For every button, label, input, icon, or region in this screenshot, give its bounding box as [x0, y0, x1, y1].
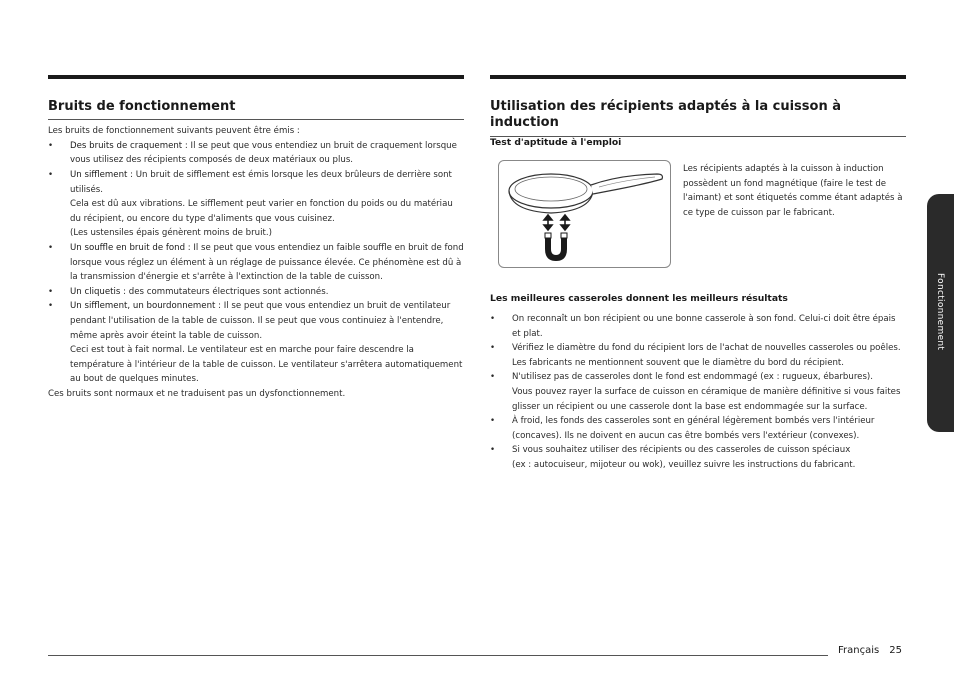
- list-item: [490, 312, 906, 341]
- page-number: 25: [889, 645, 902, 656]
- item-text: Vérifiez le diamètre du fond du récipient lors de l'achat de nouvelles casseroles ou poêles. Les fabricants ne mentionnent souvent que le diamètre du bord du récipient.: [512, 343, 901, 368]
- item-extra: Cela est dû aux vibrations. Le sifflement peut varier en fonction du poids ou du matériau du récipient, ou encore du type d'aliments que vous cuisinez.: [70, 199, 453, 224]
- item-term: Un cliquetis: [70, 286, 121, 297]
- subheading-best-pans: Les meilleures casseroles donnent les meilleurs résultats: [490, 293, 788, 304]
- list-item: [490, 341, 906, 370]
- list-item: [48, 299, 464, 387]
- item-text: : Il se peut que vous entendiez un faible souffle en bruit de fond lorsque vous réglez un élément à un réglage de puissance élevée. Ce phénomène est dû à la transmission d'énergie et s'arrête à l'extinction de la table de cuisson.: [70, 243, 464, 283]
- left-section: [48, 99, 464, 402]
- pan-tips-list: [490, 312, 906, 473]
- footer: [838, 645, 902, 656]
- footer-language: Français: [838, 645, 880, 656]
- chapter-tab-label: Fonctionnement: [935, 273, 945, 351]
- item-text: On reconnaît un bon récipient ou une bonne casserole à son fond. Celui-ci doit être épais et plat.: [512, 314, 896, 339]
- pan-magnet-icon: [499, 161, 670, 267]
- list-item: [490, 443, 906, 472]
- left-outro: Ces bruits sont normaux et ne traduisent pas un dysfonctionnement.: [48, 388, 346, 399]
- item-term: Un souffle en bruit de fond: [70, 243, 186, 253]
- item-term: Des bruits de craquement: [70, 140, 183, 151]
- footer-rule: [48, 655, 828, 656]
- item-extra: Vous pouvez rayer la surface de cuisson en céramique de manière définitive si vous faites glisser un récipient ou une casserole dont la base est endommagée sur la surface.: [512, 386, 901, 412]
- left-top-rule: [48, 75, 464, 79]
- item-text: À froid, les fonds des casseroles sont en général légèrement bombés vers l'intérieur (concaves). Ils ne doivent en aucun cas être bombés vers l'extérieur (convexes).: [512, 416, 875, 441]
- list-item: [490, 370, 906, 414]
- item-text: : Il se peut que vous entendiez un bruit de craquement lorsque vous utilisez des récipients composés de deux matériaux ou plus.: [70, 140, 457, 166]
- item-text: : Il se peut que vous entendiez un bruit de ventilateur pendant l'utilisation de la table de cuisson. Il se peut que vous continuiez à l'entendre, même après avoir éteint la table de cuisson.: [70, 301, 451, 341]
- pan-magnet-figure: [498, 160, 671, 268]
- item-extra: (Les ustensiles épais génèrent moins de bruit.): [70, 228, 272, 239]
- list-item: [48, 139, 464, 168]
- chapter-tab[interactable]: [927, 194, 954, 432]
- item-term: Un sifflement, un bourdonnement: [70, 301, 216, 312]
- noise-list: [48, 139, 464, 387]
- right-top-rule: [490, 75, 906, 79]
- list-item: [490, 414, 906, 443]
- subheading-suitability-test: Test d'aptitude à l'emploi: [490, 137, 622, 148]
- item-text: : Un bruit de sifflement est émis lorsque les deux brûleurs de derrière sont utilisés.: [70, 170, 452, 195]
- item-text: N'utilisez pas de casseroles dont le fond est endommagé (ex : rugueux, ébarbures).: [512, 372, 874, 383]
- left-section-title: Bruits de fonctionnement: [48, 99, 464, 120]
- right-section-title: Utilisation des récipients adaptés à la cuisson à induction: [490, 99, 906, 137]
- list-item: [48, 241, 464, 285]
- item-extra: (ex : autocuiseur, mijoteur ou wok), veuillez suivre les instructions du fabricant.: [512, 459, 856, 470]
- list-item: [48, 285, 464, 300]
- left-intro: Les bruits de fonctionnement suivants peuvent être émis :: [48, 126, 300, 137]
- right-section: [490, 99, 906, 479]
- item-term: Un sifflement: [70, 170, 128, 181]
- list-item: [48, 168, 464, 241]
- item-text: Si vous souhaitez utiliser des récipients ou des casseroles de cuisson spéciaux: [512, 445, 851, 456]
- item-extra: Ceci est tout à fait normal. Le ventilateur est en marche pour faire descendre la température à l'intérieur de la table de cuisson. Le ventilateur s'arrêtera automatiquement au bout de quelques minutes.: [70, 345, 463, 385]
- item-text: : des commutateurs électriques sont actionnés.: [120, 286, 329, 297]
- figure-description: Les récipients adaptés à la cuisson à induction possèdent un fond magnétique (faire le test de l'aimant) et sont étiquetés comme étant adaptés à ce type de cuisson par le fabricant.: [683, 164, 903, 218]
